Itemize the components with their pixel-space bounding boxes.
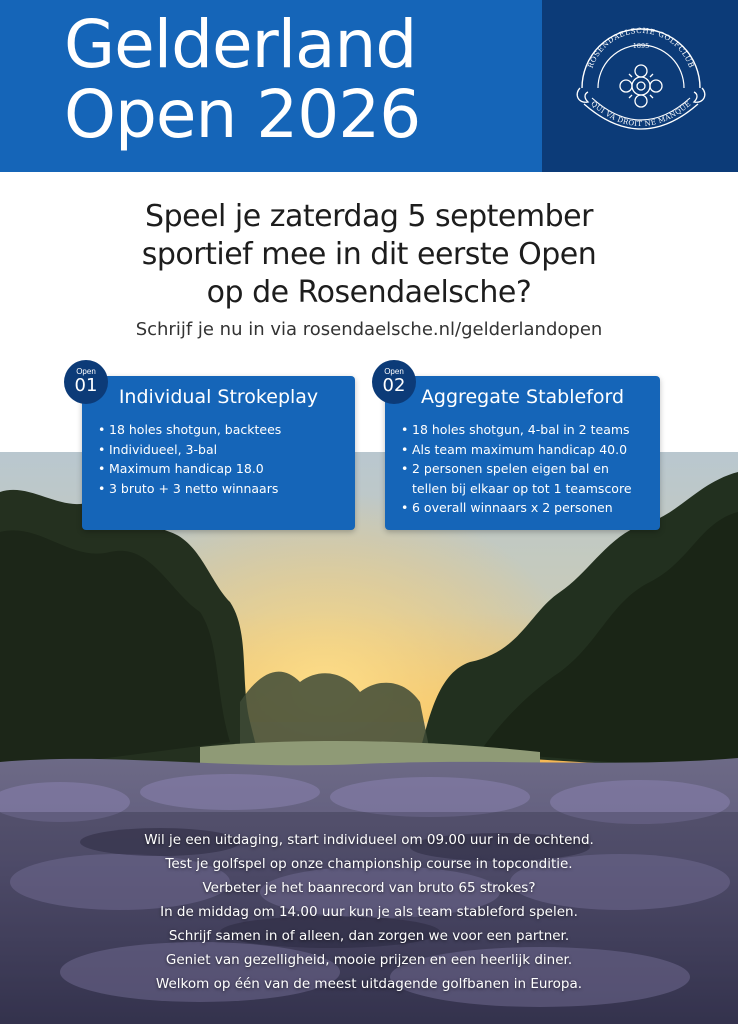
list-item: • Als team maximum handicap 40.0 [401,440,632,460]
headline-line: op de Rosendaelsche? [206,275,532,310]
list-item: • 2 personen spelen eigen bal en [401,459,632,479]
description-line: Welkom op één van de meest uitdagende golfbanen in Europa. [155,976,583,992]
card-details-list [98,420,281,498]
logo-motto: QUI VA DROIT NE MANQUE [589,99,693,129]
event-title-line-1: Gelderland [64,6,417,83]
list-item: • 6 overall winnaars x 2 personen [401,498,632,518]
badge-number: 01 [74,375,98,396]
event-title [64,6,421,153]
badge-label: Open [76,367,96,376]
badge-label: Open [384,367,404,376]
card-title: Aggregate Stableford [420,386,625,408]
list-item-continuation: tellen bij elkaar op tot 1 teamscore [412,480,632,496]
description-line: Test je golfspel op onze championship course in topconditie. [165,856,573,872]
event-description [0,828,738,996]
card-details-list [401,420,632,518]
open-01-card [82,376,355,530]
description-line: Schrijf samen in of alleen, dan zorgen we voor een partner. [168,928,570,944]
list-item: • 18 holes shotgun, backtees [98,420,281,440]
open-02-card [385,376,660,530]
description-line: In de middag om 14.00 uur kun je als team stableford spelen. [160,904,578,920]
logo-year: 1895 [632,42,650,50]
headline-line: Speel je zaterdag 5 september [145,199,593,234]
logo-top-text: ROSENDAELSCHE GOLFCLUB [585,25,697,70]
list-item: • Maximum handicap 18.0 [98,459,281,479]
signup-text: Schrijf je nu in via rosendaelsche.nl/gelderlandopen [135,319,603,340]
list-item: • 3 bruto + 3 netto winnaars [98,479,281,499]
event-title-line-2: Open 2026 [64,76,421,153]
rosendaelsche-golfclub-crest-icon [574,22,708,142]
card-title: Individual Strokeplay [118,386,319,408]
list-item: • 18 holes shotgun, 4-bal in 2 teams [401,420,632,440]
intro-headline [0,198,738,312]
list-item: • Individueel, 3-bal [98,440,281,460]
description-line: Verbeter je het baanrecord van bruto 65 strokes? [202,880,536,896]
badge-number: 02 [382,375,406,396]
open-01-badge [64,360,108,404]
open-02-badge [372,360,416,404]
description-line: Geniet van gezelligheid, mooie prijzen en een heerlijk diner. [165,952,573,968]
description-line: Wil je een uitdaging, start individueel om 09.00 uur in de ochtend. [144,832,594,848]
headline-line: sportief mee in dit eerste Open [141,237,597,272]
svg-text:QUI VA DROIT NE MANQUE [589,100,692,128]
